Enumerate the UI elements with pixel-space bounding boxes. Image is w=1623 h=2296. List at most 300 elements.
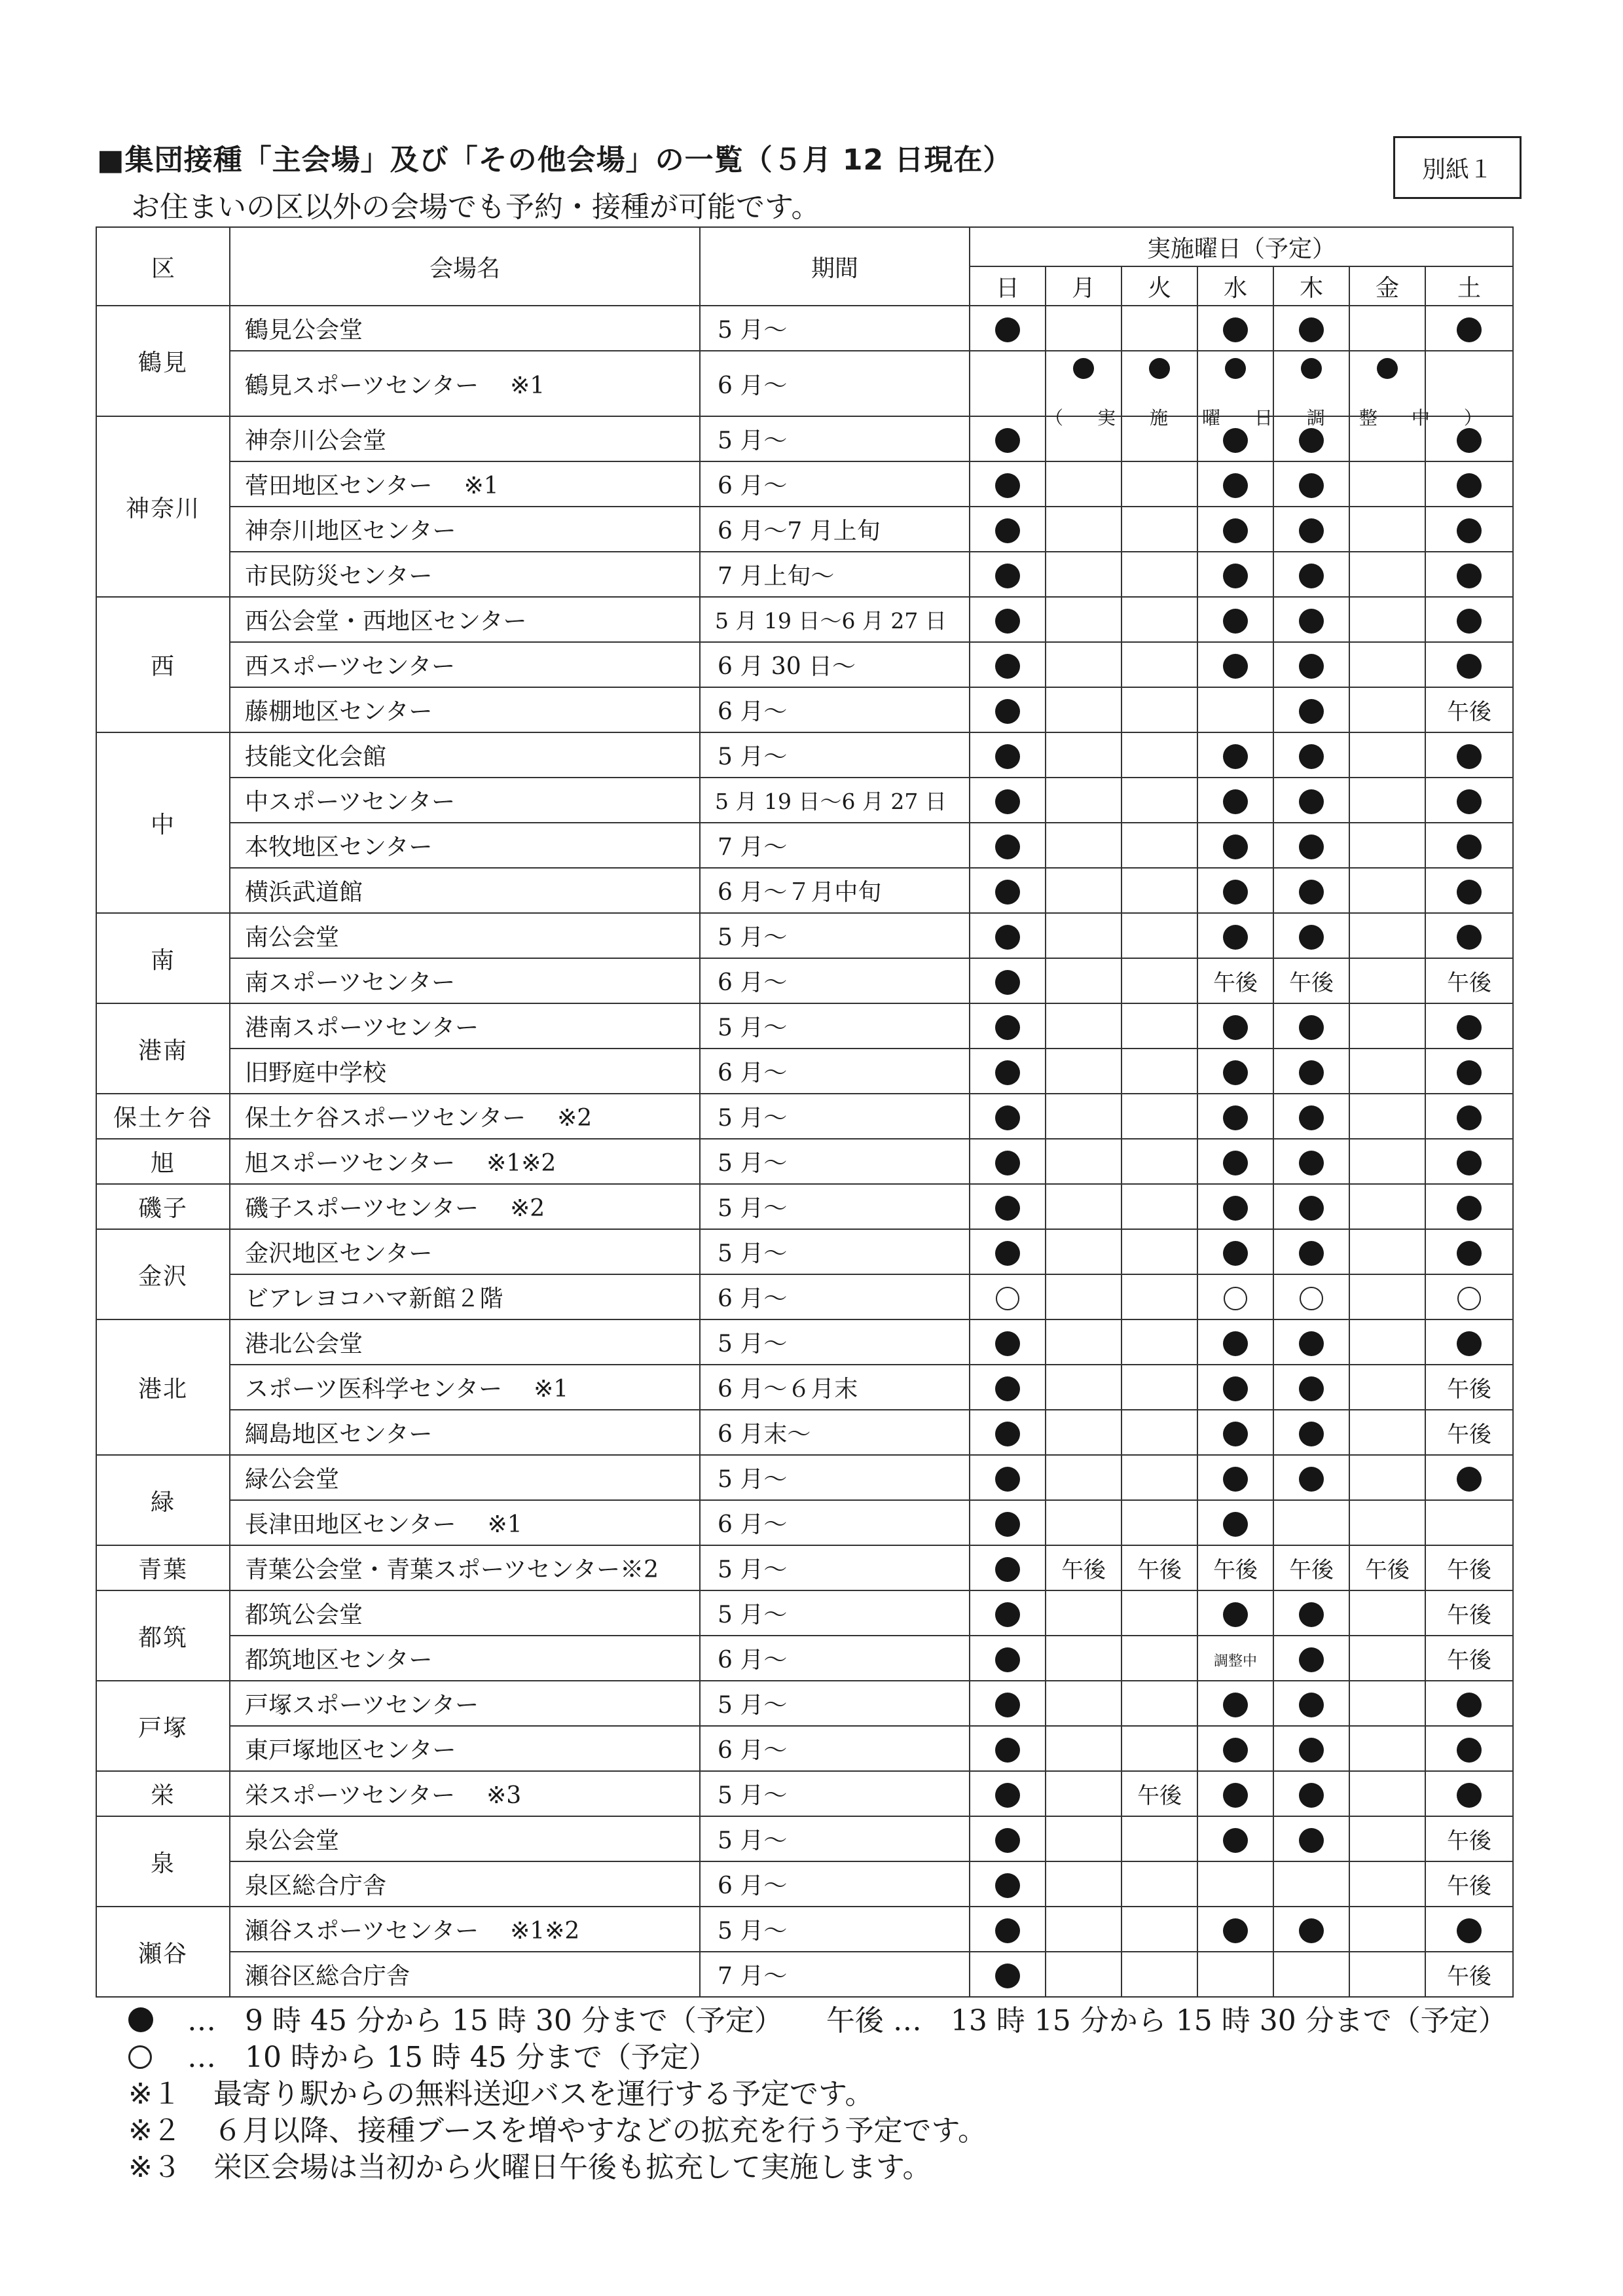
day-cell <box>1425 1094 1513 1139</box>
filled-dot-mark <box>1299 744 1324 769</box>
day-cell <box>970 732 1046 778</box>
filled-dot-mark <box>995 609 1020 634</box>
day-cell <box>1273 1094 1349 1139</box>
day-cell <box>1122 1590 1197 1636</box>
venue-name: 技能文化会館 <box>245 744 387 770</box>
day-cell <box>1197 597 1273 642</box>
adjusting-note-char: 調 <box>1306 407 1325 429</box>
filled-dot-mark <box>1299 1783 1324 1808</box>
period-cell: 5 月～ <box>700 416 970 461</box>
table-row <box>96 1410 1513 1455</box>
day-cell <box>1273 1681 1349 1726</box>
day-text-mark: 午後 <box>1447 1422 1492 1448</box>
ward-cell: 緑 <box>96 1455 230 1545</box>
venue-cell <box>230 1816 700 1861</box>
filled-dot-mark <box>1223 1241 1248 1266</box>
filled-dot-mark <box>995 970 1020 995</box>
table-row <box>96 1681 1513 1726</box>
day-cell <box>1273 1229 1349 1274</box>
day-cell <box>1349 913 1425 958</box>
table-row <box>96 461 1513 507</box>
day-text-mark: 午後 <box>1061 1557 1106 1583</box>
day-cell <box>1046 1545 1122 1590</box>
small-dot-mark <box>1073 358 1094 379</box>
table-row <box>96 1545 1513 1590</box>
venue-cell <box>230 1094 700 1139</box>
day-cell <box>1273 552 1349 597</box>
filled-dot-mark <box>995 1512 1020 1537</box>
ward-cell: 中 <box>96 732 230 913</box>
day-cell <box>1046 1319 1122 1365</box>
period-cell: 6 月～ <box>700 1049 970 1094</box>
day-cell <box>1122 1907 1197 1952</box>
day-cell <box>1349 642 1425 687</box>
venue-cell <box>230 507 700 552</box>
day-cell <box>970 1500 1046 1545</box>
day-cell <box>1122 1049 1197 1094</box>
venue-note: ※1※2 <box>486 1150 556 1177</box>
day-cell <box>1349 1590 1425 1636</box>
period-cell: 7 月～ <box>700 1952 970 1997</box>
day-cell <box>1273 1816 1349 1861</box>
ward-cell: 保土ケ谷 <box>96 1094 230 1139</box>
day-cell <box>1349 1094 1425 1139</box>
small-dot-mark <box>1149 358 1170 379</box>
venue-name: 瀬谷区総合庁舎 <box>245 1963 410 1990</box>
day-cell <box>1197 823 1273 868</box>
filled-dot-mark <box>1223 1422 1248 1446</box>
filled-dot-mark <box>995 1647 1020 1672</box>
filled-dot-mark <box>1457 317 1482 342</box>
venue-name: 泉公会堂 <box>245 1827 340 1854</box>
venue-cell <box>230 1049 700 1094</box>
filled-dot-mark <box>1299 1015 1324 1040</box>
day-cell <box>1273 778 1349 823</box>
header-day: 火 <box>1122 266 1197 306</box>
ward-cell: 西 <box>96 597 230 732</box>
ward-cell: 泉 <box>96 1816 230 1907</box>
venue-name: 鶴見公会堂 <box>245 317 363 344</box>
open-circle-mark <box>128 2045 152 2069</box>
day-cell <box>1046 687 1122 732</box>
venue-name: 綱島地区センター <box>245 1421 433 1448</box>
day-cell <box>1122 823 1197 868</box>
day-cell <box>1122 1003 1197 1049</box>
header-period: 期間 <box>700 227 970 306</box>
day-cell <box>1197 1003 1273 1049</box>
day-text-mark: 午後 <box>1447 699 1492 725</box>
day-cell <box>1197 1771 1273 1816</box>
ward-cell: 神奈川 <box>96 416 230 597</box>
venue-cell <box>230 642 700 687</box>
day-text-mark: 午後 <box>1137 1557 1182 1583</box>
day-cell <box>1425 1229 1513 1274</box>
period-cell: 5 月～ <box>700 732 970 778</box>
day-text-mark: 午後 <box>1213 970 1258 996</box>
adjusting-note-char: 中 <box>1411 407 1430 429</box>
ward-cell: 港北 <box>96 1319 230 1455</box>
table-row <box>96 823 1513 868</box>
legend-text: ６月以降、接種ブースを増やすなどの拡充を行う予定です。 <box>213 2114 987 2147</box>
filled-dot-mark <box>1223 564 1248 588</box>
venue-note: ※2 <box>510 1195 545 1222</box>
day-cell <box>1349 461 1425 507</box>
day-cell <box>970 1455 1046 1500</box>
legend-item <box>128 2003 1507 2039</box>
day-cell <box>1197 1861 1273 1907</box>
day-cell <box>1122 1771 1197 1816</box>
table-row <box>96 1229 1513 1274</box>
filled-dot-mark <box>1457 1196 1482 1221</box>
day-text-mark: 午後 <box>1447 1828 1492 1854</box>
filled-dot-mark <box>995 1828 1020 1853</box>
filled-dot-mark <box>1299 654 1324 679</box>
filled-dot-mark <box>1223 1196 1248 1221</box>
venue-name: 旧野庭中学校 <box>245 1060 387 1086</box>
table-row <box>96 1636 1513 1681</box>
adjusting-note-char: ） <box>1463 407 1482 429</box>
filled-dot-mark <box>995 1918 1020 1943</box>
venue-cell <box>230 1500 700 1545</box>
venue-cell <box>230 1003 700 1049</box>
day-cell <box>1425 823 1513 868</box>
filled-dot-mark <box>1299 428 1324 453</box>
day-cell <box>1349 1319 1425 1365</box>
day-cell <box>1046 1771 1122 1816</box>
venue-name: ビアレヨコハマ新館２階 <box>245 1285 503 1312</box>
filled-dot-mark <box>1457 428 1482 453</box>
day-cell <box>970 868 1046 913</box>
venue-cell <box>230 913 700 958</box>
filled-dot-mark <box>1299 1918 1324 1943</box>
filled-dot-mark <box>995 1467 1020 1492</box>
day-cell <box>1273 1003 1349 1049</box>
day-cell <box>1122 1500 1197 1545</box>
period-cell: 6 月～ <box>700 1861 970 1907</box>
day-cell <box>1273 958 1349 1003</box>
period-cell: 5 月～ <box>700 1907 970 1952</box>
day-cell <box>1122 1365 1197 1410</box>
filled-dot-mark <box>1299 1331 1324 1356</box>
filled-dot-mark <box>1223 609 1248 634</box>
day-cell <box>1273 507 1349 552</box>
day-cell <box>970 823 1046 868</box>
day-cell <box>1046 1139 1122 1184</box>
day-cell <box>1197 1636 1273 1681</box>
venue-cell <box>230 1590 700 1636</box>
period-cell: 5 月～ <box>700 1681 970 1726</box>
day-cell <box>1046 778 1122 823</box>
venue-name: 南スポーツセンター <box>245 969 456 996</box>
day-cell <box>1197 1816 1273 1861</box>
day-cell <box>1197 306 1273 351</box>
venue-cell <box>230 1861 700 1907</box>
filled-dot-mark <box>995 317 1020 342</box>
day-cell <box>1349 868 1425 913</box>
day-text-mark: 午後 <box>1289 970 1334 996</box>
day-cell <box>1046 642 1122 687</box>
table-row <box>96 687 1513 732</box>
day-cell <box>1349 507 1425 552</box>
day-cell <box>1349 1229 1425 1274</box>
filled-dot-mark <box>1223 834 1248 859</box>
day-cell <box>1425 1274 1513 1319</box>
filled-dot-mark <box>1223 1602 1248 1627</box>
day-cell <box>970 1319 1046 1365</box>
venue-cell <box>230 1771 700 1816</box>
filled-dot-mark <box>995 564 1020 588</box>
header-day: 土 <box>1425 266 1513 306</box>
day-cell <box>1197 868 1273 913</box>
venue-name: 戸塚スポーツセンター <box>245 1692 479 1719</box>
day-cell <box>1046 552 1122 597</box>
filled-dot-mark <box>995 1376 1020 1401</box>
filled-dot-mark <box>1299 1467 1324 1492</box>
day-cell <box>1122 1229 1197 1274</box>
table-row <box>96 1861 1513 1907</box>
table-row <box>96 1590 1513 1636</box>
filled-dot-mark <box>1223 1331 1248 1356</box>
filled-dot-mark <box>995 1331 1020 1356</box>
day-cell <box>1046 958 1122 1003</box>
day-cell <box>1273 1184 1349 1229</box>
day-cell <box>1122 1094 1197 1139</box>
venue-cell <box>230 732 700 778</box>
day-cell <box>1273 1636 1349 1681</box>
day-cell <box>1197 1229 1273 1274</box>
filled-dot-mark <box>1299 609 1324 634</box>
day-cell <box>1349 1184 1425 1229</box>
day-cell <box>1197 1274 1273 1319</box>
day-cell <box>1122 1861 1197 1907</box>
day-cell <box>1425 1861 1513 1907</box>
venue-cell <box>230 1139 700 1184</box>
filled-dot-mark <box>1457 1331 1482 1356</box>
venue-cell <box>230 687 700 732</box>
filled-dot-mark <box>1457 1738 1482 1763</box>
venue-name: 中スポーツセンター <box>245 789 456 816</box>
day-cell <box>1122 778 1197 823</box>
day-cell <box>1046 1184 1122 1229</box>
venue-name: 緑公会堂 <box>245 1466 340 1493</box>
day-cell <box>1046 1003 1122 1049</box>
period-cell: 5 月～ <box>700 1545 970 1590</box>
filled-dot-mark <box>1457 1105 1482 1130</box>
venue-note: ※3 <box>486 1782 522 1809</box>
day-cell <box>1197 1500 1273 1545</box>
day-cell <box>970 642 1046 687</box>
day-cell <box>1046 913 1122 958</box>
open-circle-mark <box>1224 1287 1247 1310</box>
day-cell <box>1197 1455 1273 1500</box>
venue-name: 菅田地区センター <box>245 473 433 499</box>
filled-dot-mark <box>1457 925 1482 950</box>
day-cell <box>1273 306 1349 351</box>
adjusting-note-char: 曜 <box>1201 407 1220 429</box>
day-cell <box>1349 1545 1425 1590</box>
day-cell <box>1197 732 1273 778</box>
day-cell <box>1425 642 1513 687</box>
period-cell: 6 月～６月末 <box>700 1365 970 1410</box>
day-text-mark: 午後 <box>1137 1783 1182 1809</box>
day-cell <box>1046 1726 1122 1771</box>
filled-dot-mark <box>995 1602 1020 1627</box>
day-cell <box>1197 1184 1273 1229</box>
filled-dot-mark <box>1299 317 1324 342</box>
day-cell <box>1122 461 1197 507</box>
venue-name: 神奈川公会堂 <box>245 427 387 454</box>
filled-dot-mark <box>1223 1918 1248 1943</box>
table-row <box>96 1049 1513 1094</box>
period-cell: 5 月～ <box>700 1319 970 1365</box>
legend <box>128 2003 1507 2186</box>
day-cell <box>970 1049 1046 1094</box>
table-row <box>96 642 1513 687</box>
venue-cell <box>230 868 700 913</box>
day-text-mark: 午後 <box>1447 970 1492 996</box>
day-cell <box>1197 913 1273 958</box>
day-cell <box>970 351 1046 416</box>
filled-dot-mark <box>1223 1060 1248 1085</box>
table-row <box>96 1365 1513 1410</box>
day-cell <box>1122 1455 1197 1500</box>
day-cell <box>1349 1003 1425 1049</box>
venue-name: 瀬谷スポーツセンター <box>245 1918 479 1945</box>
header-day: 月 <box>1046 266 1122 306</box>
day-cell <box>1046 1636 1122 1681</box>
venue-name: 東戸塚地区センター <box>245 1737 456 1764</box>
day-cell <box>1349 552 1425 597</box>
day-cell <box>1349 958 1425 1003</box>
day-cell <box>970 1681 1046 1726</box>
day-cell <box>1425 687 1513 732</box>
period-cell: 7 月上旬～ <box>700 552 970 597</box>
period-cell: 5 月～ <box>700 1139 970 1184</box>
period-cell: 6 月～ <box>700 1636 970 1681</box>
day-cell <box>1349 1139 1425 1184</box>
filled-dot-mark <box>1299 518 1324 543</box>
day-cell <box>1425 1184 1513 1229</box>
day-cell <box>1425 778 1513 823</box>
day-cell <box>1273 687 1349 732</box>
period-cell: 6 月～７月中旬 <box>700 868 970 913</box>
ward-cell: 港南 <box>96 1003 230 1094</box>
venue-cell <box>230 823 700 868</box>
period-cell: 6 月～ <box>700 461 970 507</box>
ward-cell: 都筑 <box>96 1590 230 1681</box>
day-cell <box>1273 461 1349 507</box>
filled-dot-mark <box>1457 789 1482 814</box>
filled-dot-mark <box>1299 473 1324 498</box>
filled-dot-mark <box>1299 1196 1324 1221</box>
filled-dot-mark <box>1457 1918 1482 1943</box>
day-cell <box>1122 1816 1197 1861</box>
day-text-mark: 午後 <box>1447 1376 1492 1403</box>
venue-cell <box>230 461 700 507</box>
day-cell <box>1046 1274 1122 1319</box>
venue-note: ※2 <box>620 1556 659 1583</box>
day-cell <box>970 1094 1046 1139</box>
day-cell <box>1349 1500 1425 1545</box>
day-cell <box>1122 1184 1197 1229</box>
day-cell <box>1425 1952 1513 1997</box>
table-row <box>96 1184 1513 1229</box>
day-cell <box>1425 552 1513 597</box>
day-cell <box>1046 1681 1122 1726</box>
legend-text: … 9 時 45 分から 15 時 30 分まで（予定） 午後 … 13 時 15 分から 15 時 30 分まで（予定） <box>187 2004 1507 2037</box>
header-day: 金 <box>1349 266 1425 306</box>
day-cell <box>1197 1365 1273 1410</box>
day-cell <box>1197 1590 1273 1636</box>
day-cell <box>1425 507 1513 552</box>
day-cell <box>1046 507 1122 552</box>
filled-dot-mark <box>995 1151 1020 1175</box>
day-cell <box>1425 1726 1513 1771</box>
open-circle-mark <box>1300 1287 1323 1310</box>
day-cell <box>1425 1319 1513 1365</box>
day-cell <box>1197 1907 1273 1952</box>
day-cell <box>1349 1681 1425 1726</box>
attachment-badge: 別紙１ <box>1393 136 1522 199</box>
day-cell <box>1197 1952 1273 1997</box>
header-day: 木 <box>1273 266 1349 306</box>
ward-cell: 旭 <box>96 1139 230 1184</box>
period-cell: 6 月～ <box>700 1500 970 1545</box>
ward-cell: 鶴見 <box>96 306 230 416</box>
day-cell <box>1273 1410 1349 1455</box>
filled-dot-mark <box>995 789 1020 814</box>
venue-name: 鶴見スポーツセンター <box>245 372 479 399</box>
day-cell <box>1046 1365 1122 1410</box>
day-cell <box>1273 597 1349 642</box>
day-cell <box>1349 1410 1425 1455</box>
small-dot-mark <box>1377 358 1398 379</box>
day-cell <box>970 1590 1046 1636</box>
day-cell <box>1425 1500 1513 1545</box>
day-cell <box>1122 306 1197 351</box>
table-row <box>96 1952 1513 1997</box>
day-cell <box>1122 1319 1197 1365</box>
day-cell <box>1122 958 1197 1003</box>
day-cell <box>1122 552 1197 597</box>
venue-name: 港北公会堂 <box>245 1331 363 1357</box>
day-cell <box>970 778 1046 823</box>
filled-dot-mark <box>995 1196 1020 1221</box>
venue-name: 市民防災センター <box>245 563 433 590</box>
adjusting-note-char: （ <box>1045 407 1064 429</box>
venue-name: 青葉公会堂・青葉スポーツセンター <box>245 1556 621 1583</box>
filled-dot-mark <box>1299 1241 1324 1266</box>
day-text-mark: 午後 <box>1447 1964 1492 1990</box>
filled-dot-mark <box>1223 1693 1248 1717</box>
day-cell <box>1122 1952 1197 1997</box>
filled-dot-mark <box>1299 699 1324 724</box>
day-cell <box>1273 1139 1349 1184</box>
day-cell <box>1122 1410 1197 1455</box>
legend-item <box>128 2149 1507 2186</box>
venue-name: スポーツ医科学センター <box>245 1376 503 1403</box>
day-cell <box>1122 642 1197 687</box>
day-cell <box>1197 958 1273 1003</box>
legend-text: 最寄り駅からの無料送迎バスを運行する予定です。 <box>213 2077 874 2111</box>
period-cell: 5 月 19 日～6 月 27 日 <box>700 597 970 642</box>
table-row <box>96 868 1513 913</box>
filled-dot-mark <box>1223 789 1248 814</box>
table-row <box>96 1907 1513 1952</box>
period-cell: 6 月 30 日～ <box>700 642 970 687</box>
day-cell <box>1349 597 1425 642</box>
table-row <box>96 552 1513 597</box>
